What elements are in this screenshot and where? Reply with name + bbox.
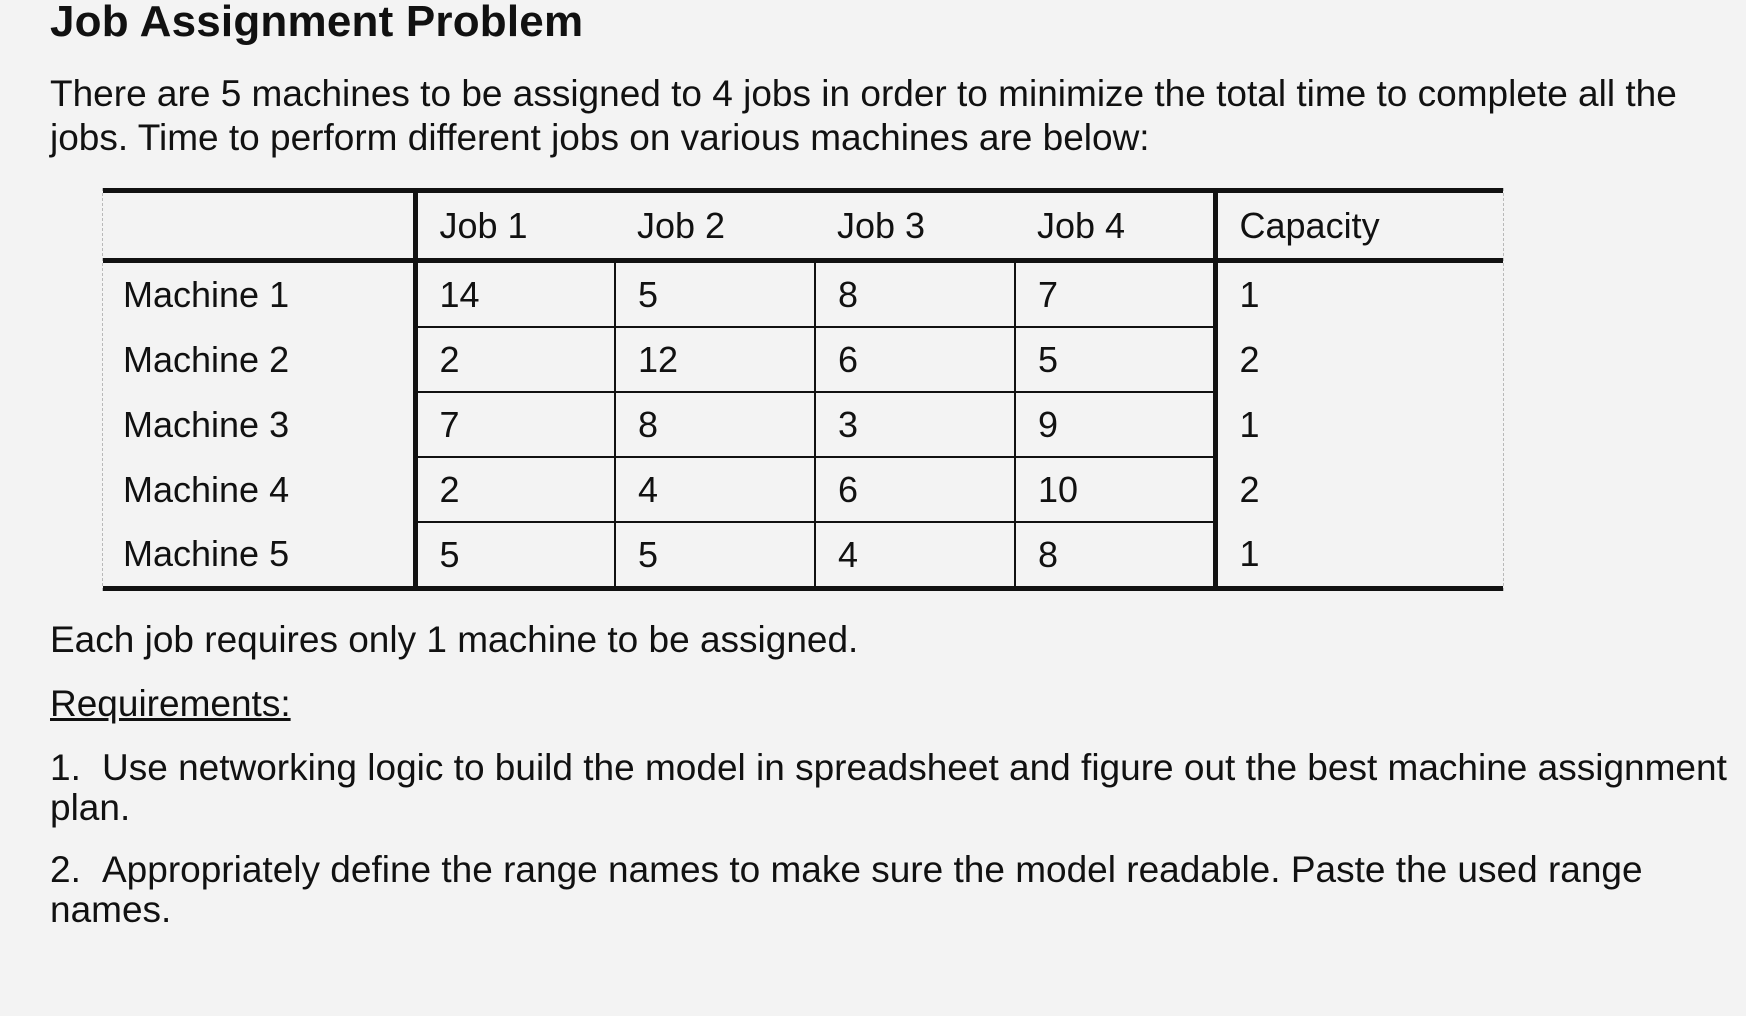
job-header: Job 4	[1037, 204, 1126, 246]
intro-paragraph: There are 5 machines to be assigned to 4 jobs in order to minimize the total time to complete all the jobs. Time to perform different jobs on various machines are below:	[50, 73, 1677, 158]
machine-label: Machine 3	[123, 403, 290, 445]
time-cell: 7	[1015, 261, 1215, 328]
table-row	[103, 457, 1503, 522]
time-cell: 2	[415, 457, 615, 522]
capacity-cell: 1	[1215, 392, 1503, 457]
requirement-text: Appropriately define the range names to make sure the model readable. Paste the used range names.	[50, 849, 1643, 930]
assignment-table	[103, 188, 1503, 591]
table-row	[103, 392, 1503, 457]
document-page	[50, 0, 1730, 952]
page-title: Job Assignment Problem	[50, 0, 584, 46]
capacity-cell: 2	[1215, 457, 1503, 522]
time-cell: 8	[815, 261, 1015, 328]
machine-label: Machine 2	[123, 338, 290, 380]
corner-header	[103, 191, 415, 261]
requirement-number: 1.	[50, 747, 81, 788]
time-cell: 5	[415, 522, 615, 589]
table-header-row	[103, 191, 1503, 261]
time-cell: 5	[1015, 327, 1215, 392]
time-cell: 4	[815, 522, 1015, 589]
assignment-table-container	[102, 188, 1504, 591]
machine-label: Machine 4	[123, 468, 290, 510]
capacity-cell: 1	[1215, 261, 1503, 328]
requirement-item	[50, 850, 1730, 930]
capacity-cell: 1	[1215, 522, 1503, 589]
job-header: Job 3	[837, 204, 926, 246]
time-cell: 10	[1015, 457, 1215, 522]
time-cell: 9	[1015, 392, 1215, 457]
job-note: Each job requires only 1 machine to be assigned.	[50, 619, 859, 660]
machine-label: Machine 5	[123, 533, 290, 574]
requirement-number: 2.	[50, 849, 81, 890]
time-cell: 5	[615, 261, 815, 328]
table-row	[103, 327, 1503, 392]
requirements-heading: Requirements:	[50, 683, 291, 724]
time-cell: 4	[615, 457, 815, 522]
requirement-text: Use networking logic to build the model in spreadsheet and figure out the best machine assignment plan.	[50, 747, 1727, 828]
requirements-list	[50, 748, 1730, 930]
time-cell: 3	[815, 392, 1015, 457]
machine-label: Machine 1	[123, 274, 290, 315]
capacity-cell: 2	[1215, 327, 1503, 392]
job-header: Job 2	[637, 204, 726, 246]
time-cell: 8	[615, 392, 815, 457]
time-cell: 5	[615, 522, 815, 589]
job-header: Job 1	[415, 191, 615, 261]
time-cell: 6	[815, 327, 1015, 392]
table-row	[103, 522, 1503, 589]
time-cell: 14	[415, 261, 615, 328]
capacity-header: Capacity	[1215, 191, 1503, 261]
time-cell: 7	[415, 392, 615, 457]
table-row	[103, 261, 1503, 328]
time-cell: 12	[615, 327, 815, 392]
time-cell: 2	[415, 327, 615, 392]
time-cell: 8	[1015, 522, 1215, 589]
time-cell: 6	[815, 457, 1015, 522]
requirement-item	[50, 748, 1730, 828]
